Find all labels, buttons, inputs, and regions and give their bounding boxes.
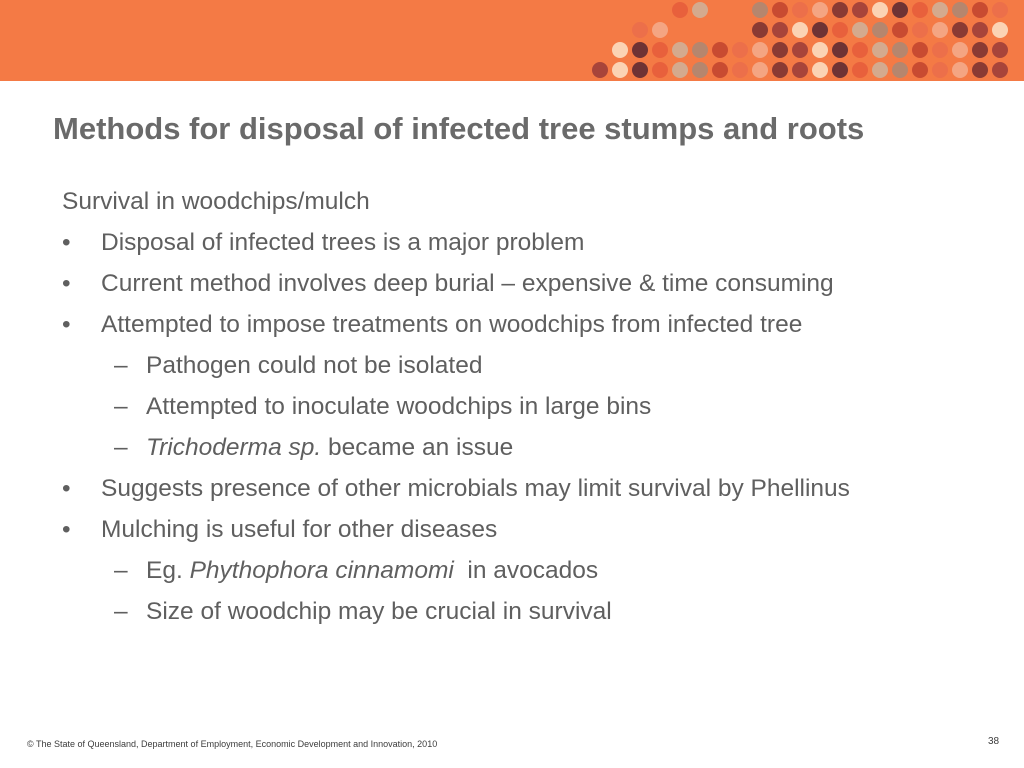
page-number: 38 xyxy=(988,736,1000,747)
bullet-marker: • xyxy=(62,516,71,543)
decorative-dot xyxy=(672,2,688,18)
decorative-dot xyxy=(952,42,968,58)
decorative-dot xyxy=(852,2,868,18)
decorative-dot xyxy=(832,42,848,58)
decorative-dot xyxy=(772,22,788,38)
bullet-text: Suggests presence of other microbials may limit survival by Phellinus xyxy=(101,475,850,502)
decorative-dot xyxy=(752,42,768,58)
species-name: Phythophora cinnamomi xyxy=(189,557,454,584)
decorative-dot xyxy=(892,42,908,58)
decorative-dot xyxy=(872,2,888,18)
decorative-dot xyxy=(872,42,888,58)
bullet-text: Current method involves deep burial – expensive & time consuming xyxy=(101,270,834,297)
decorative-dot xyxy=(592,62,608,78)
decorative-dot xyxy=(752,22,768,38)
sub-bullet-item xyxy=(62,595,982,628)
decorative-dot xyxy=(792,22,808,38)
bullet-item xyxy=(62,513,982,546)
bullet-marker: • xyxy=(62,229,71,256)
decorative-dot xyxy=(752,62,768,78)
decorative-dot xyxy=(912,22,928,38)
sub-bullet-text: Pathogen could not be isolated xyxy=(146,352,483,379)
decorative-dot xyxy=(992,22,1008,38)
decorative-dot xyxy=(892,62,908,78)
bullet-item xyxy=(62,472,861,505)
sub-bullet-text: Attempted to inoculate woodchips in large bins xyxy=(146,393,652,420)
decorative-dot xyxy=(872,62,888,78)
header-banner xyxy=(0,0,1024,81)
decorative-dot xyxy=(952,22,968,38)
decorative-dot xyxy=(792,62,808,78)
decorative-dot xyxy=(932,42,948,58)
decorative-dot xyxy=(972,22,988,38)
decorative-dot xyxy=(832,22,848,38)
decorative-dot xyxy=(612,62,628,78)
decorative-dot xyxy=(752,2,768,18)
decorative-dot xyxy=(712,62,728,78)
decorative-dot xyxy=(732,62,748,78)
decorative-dot xyxy=(672,42,688,58)
sub-bullet-text: Size of woodchip may be crucial in survival xyxy=(146,598,612,625)
decorative-dot xyxy=(772,62,788,78)
decorative-dot xyxy=(712,42,728,58)
decorative-dot xyxy=(972,2,988,18)
sub-bullet-text: in avocados xyxy=(453,557,599,584)
decorative-dot xyxy=(992,62,1008,78)
species-name: Trichoderma sp. xyxy=(146,434,322,461)
bullet-marker: • xyxy=(62,311,71,338)
decorative-dot xyxy=(912,2,928,18)
bullet-text: Mulching is useful for other diseases xyxy=(101,516,498,543)
decorative-dot xyxy=(932,62,948,78)
decorative-dot xyxy=(852,22,868,38)
dash-marker: – xyxy=(114,557,128,584)
decorative-dot xyxy=(852,62,868,78)
decorative-dot xyxy=(652,42,668,58)
decorative-dot xyxy=(952,2,968,18)
decorative-dot xyxy=(912,42,928,58)
decorative-dot xyxy=(652,22,668,38)
decorative-dot xyxy=(832,62,848,78)
sub-bullet-text: became an issue xyxy=(321,434,514,461)
copyright-footer: © The State of Queensland, Department of Employment, Economic Development and Innovation, 2010 xyxy=(27,739,438,749)
decorative-dot xyxy=(972,62,988,78)
decorative-dot xyxy=(632,62,648,78)
decorative-dot xyxy=(692,62,708,78)
dash-marker: – xyxy=(114,598,128,625)
decorative-dot xyxy=(972,42,988,58)
decorative-dot xyxy=(652,62,668,78)
bullet-item xyxy=(62,267,982,300)
dash-marker: – xyxy=(114,393,128,420)
decorative-dot xyxy=(792,42,808,58)
bullet-item xyxy=(62,226,982,259)
sub-bullet-item xyxy=(62,431,982,464)
dot-pattern-decoration xyxy=(0,0,1024,81)
decorative-dot xyxy=(632,22,648,38)
decorative-dot xyxy=(912,62,928,78)
decorative-dot xyxy=(952,62,968,78)
decorative-dot xyxy=(732,42,748,58)
dash-marker: – xyxy=(114,352,128,379)
decorative-dot xyxy=(812,2,828,18)
sub-bullet-item xyxy=(62,349,982,382)
decorative-dot xyxy=(892,2,908,18)
decorative-dot xyxy=(672,62,688,78)
decorative-dot xyxy=(692,42,708,58)
decorative-dot xyxy=(832,2,848,18)
decorative-dot xyxy=(992,2,1008,18)
sub-bullet-item xyxy=(62,390,982,423)
decorative-dot xyxy=(932,22,948,38)
decorative-dot xyxy=(932,2,948,18)
decorative-dot xyxy=(812,42,828,58)
slide-title: Methods for disposal of infected tree stumps and roots xyxy=(53,111,865,146)
decorative-dot xyxy=(772,2,788,18)
bullet-text: Disposal of infected trees is a major problem xyxy=(101,229,585,256)
sub-bullet-prefix: Eg. xyxy=(146,557,190,584)
lead-text: Survival in woodchips/mulch xyxy=(62,188,370,215)
decorative-dot xyxy=(612,42,628,58)
decorative-dot xyxy=(812,22,828,38)
decorative-dot xyxy=(632,42,648,58)
decorative-dot xyxy=(872,22,888,38)
decorative-dot xyxy=(772,42,788,58)
bullet-marker: • xyxy=(62,270,71,297)
slide-body xyxy=(62,185,982,636)
sub-bullet-item xyxy=(62,554,982,587)
decorative-dot xyxy=(792,2,808,18)
decorative-dot xyxy=(852,42,868,58)
bullet-item xyxy=(62,308,982,341)
decorative-dot xyxy=(892,22,908,38)
decorative-dot xyxy=(692,2,708,18)
decorative-dot xyxy=(992,42,1008,58)
bullet-text: Attempted to impose treatments on woodchips from infected tree xyxy=(101,311,803,338)
dash-marker: – xyxy=(114,434,128,461)
bullet-marker: • xyxy=(62,475,71,502)
decorative-dot xyxy=(812,62,828,78)
